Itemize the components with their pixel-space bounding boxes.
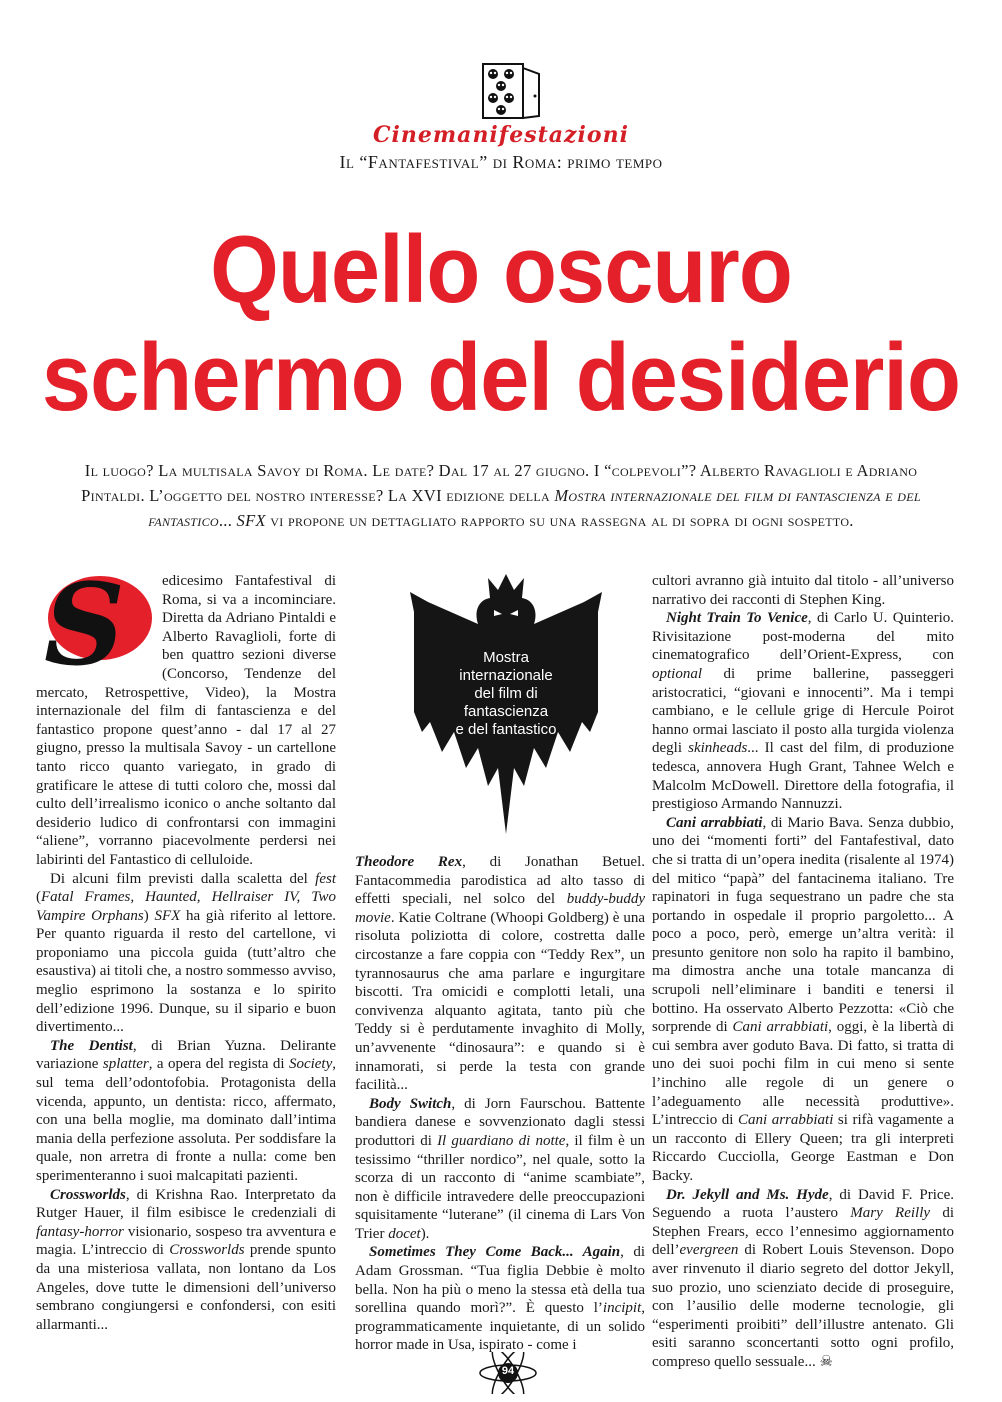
film-title: Night Train To Venice bbox=[666, 610, 808, 627]
text-run: ). bbox=[420, 1225, 430, 1242]
headline-line-1: Quello oscuro bbox=[210, 216, 792, 323]
text-run: , di Brian Yuzna. Delirante variazione bbox=[36, 1037, 336, 1073]
lead-italic: Mostra internazionale del film di fantascienza e del fantastico bbox=[148, 486, 921, 530]
lead-italic: SFX bbox=[236, 511, 266, 530]
text-run: , di Jorn Faurschou. Battente bandiera danese e sovvenzionato dagli stessi produttori di bbox=[355, 1095, 645, 1149]
text-run: , sul tema dell’odontofobia. Protagonista della vicenda, appunto, un dentista: ricco, affermato, con una bella moglie, ma dominato dall’intima mania della perfezione assoluta. Per soddisfare la quale, non arretra di fronte a nulla: come ben sperimenteranno i suoi malcapitati pazienti. bbox=[36, 1056, 336, 1184]
text-run: , di Krishna Rao. Interpretato da Rutger Hauer, il film esibisce le credenziali di bbox=[36, 1186, 336, 1222]
italic-run: optional bbox=[652, 665, 703, 682]
text-run: . Katie Coltrane (Whoopi Goldberg) è una risoluta poliziotta di colore, costretta dalle circostanze a fare coppia con “Teddy Rex”, un tyrannosaurus che ama parlare e ingurgitare biscotti. Tra omicidi e complotti letali, una convivenza alquanto agitata, tanto più che Teddy si è perdutamente invaghito di Molly, un’avvenente “dinosaura”: e quando si è innamorati, si perde la testa con grande facilità... bbox=[355, 909, 645, 1094]
text-run: si rifà vagamente a un racconto di Ellery Queen; tra gli interpreti Riccardo Cucciolla, George Eastman e Don Backy. bbox=[652, 1112, 954, 1184]
paragraph-text: edicesimo Fantafestival di Roma, si va a incominciare. Diretta da Adriano Pintaldi e Alberto Ravaglioli, forte di ben quattro sezioni diverse (Concorso, Tendenze del mercato, Retrospettive, Video), la Mostra internazionale del film di fantascienza e del fantastico propone quest’anno - dal 17 al 27 giugno, presso la multisala Savoy - un cartellone tanto ricco quanto variegato, in grado di gratificare le attese di tutti coloro che, mossi dal culto dell’irrealismo iconico o anche soltanto dal desiderio ludico di confrontarsi con immagini “aliene”, vorranno piacevolmente perdersi nei labirinti del Fantastico di celluloide. bbox=[36, 573, 336, 868]
lead-text: Il luogo? La multisala Savoy di Roma. Le date? Dal 17 al 27 giugno. I “colpevoli”? Alberto Ravaglioli e Adriano Pintaldi. L’oggetto del nostro interesse? La XVI edizione della bbox=[81, 461, 918, 505]
paragraph: cultori avranno già intuito dal titolo - all’universo narrativo dei racconti di Stephen King. bbox=[652, 573, 954, 608]
paragraph bbox=[355, 1095, 645, 1244]
text-run: , programmaticamente inquietante, di un solido horror made in Usa, ispirato - come i bbox=[355, 1300, 645, 1354]
text-run: , di David F. Price. Seguendo a ruota l’austero bbox=[652, 1186, 954, 1222]
poster-line-2: internazionale bbox=[459, 667, 553, 684]
italic-run: evergreen bbox=[679, 1242, 739, 1259]
italic-run: Mary Reilly bbox=[850, 1205, 931, 1222]
italic-run: splatter bbox=[102, 1056, 149, 1073]
drop-cap bbox=[34, 572, 154, 672]
film-title: Crossworlds bbox=[50, 1186, 126, 1203]
headline bbox=[40, 216, 962, 432]
italic-run: incipit bbox=[602, 1300, 642, 1317]
poster-line-5: e del fantastico bbox=[455, 721, 557, 738]
text-run: , di Jonathan Betuel. Fantacommedia parodistica ad alto tasso di effetti speciali, nel solco del bbox=[355, 854, 645, 908]
poster-line-1: Mostra bbox=[483, 649, 529, 666]
text-run: , oggi, è la libertà di cui sembra aver goduto Bava. Di fatto, si tratta di uno dei suoi pochi film in cui meno si sente l’inchino alle regole di un genere o l’adeguamento alle necessità produttive». L’intreccio di bbox=[652, 1019, 954, 1129]
text-run: , di Adam Grossman. “Tua figlia Debbie è molto bella. Non ha più o meno la stessa età della tua sorellina quando morì?”. È questo l’ bbox=[355, 1244, 646, 1317]
lead-text: ... bbox=[218, 511, 237, 530]
article-column-1 bbox=[36, 572, 336, 1334]
italic-run: Society bbox=[288, 1056, 333, 1073]
italic-run: buddy-buddy movie bbox=[355, 891, 645, 926]
paragraph bbox=[36, 870, 336, 1037]
film-title: Theodore Rex bbox=[355, 854, 463, 870]
kicker: Il “Fantafestival” di Roma: primo tempo bbox=[339, 152, 663, 172]
section-logo-icon bbox=[475, 62, 545, 120]
page-number: 94 bbox=[501, 1365, 515, 1377]
paragraph bbox=[652, 609, 954, 814]
text-run: ) bbox=[143, 907, 155, 924]
section-title: Cinemanifestazioni bbox=[373, 122, 629, 148]
text-run: di prime ballerine, passeggeri aristocratici, “giovani e innocenti”. Ma i tempi cambiano, e le cellule grige di Hercule Poirot hanno ormai lasciato il posto alla turgida violenza degli bbox=[652, 665, 954, 757]
film-title: Cani arrabbiati bbox=[666, 814, 763, 831]
paragraph bbox=[652, 814, 954, 1186]
article-column-2 bbox=[355, 853, 645, 1355]
paragraph bbox=[36, 1186, 336, 1335]
lead-paragraph bbox=[60, 458, 942, 533]
poster-line-3: del film di bbox=[474, 685, 538, 702]
paragraph bbox=[36, 1037, 336, 1186]
text-run: visionario, sospeso tra avventura e magia. L’intreccio di bbox=[36, 1223, 336, 1259]
film-title: Body Switch bbox=[369, 1095, 452, 1112]
festival-poster bbox=[408, 572, 604, 840]
italic-run: fest bbox=[315, 870, 336, 887]
text-run: ... Il cast del film, di produzione tedesca, annovera Hugh Grant, Tahnee Welch e Malcolm McDowell. Direttore della fotografia, il prestigioso Armando Nannuzzi. bbox=[652, 740, 954, 813]
text-run: ( bbox=[36, 889, 41, 906]
article-column-3 bbox=[652, 572, 954, 1372]
italic-run: Fatal Frames, Haunted, Hellraiser IV, Two Vampire Orphans bbox=[36, 889, 336, 924]
paragraph bbox=[652, 1186, 954, 1372]
poster-line-4: fantascienza bbox=[463, 703, 549, 720]
text-run: , di Carlo U. Quinterio. Rivisitazione post-moderna del mito cinematografico dell’Orient-Express, con bbox=[652, 610, 954, 664]
italic-run: Cani arrabbiati bbox=[738, 1112, 834, 1129]
end-mark-icon: ☠ bbox=[815, 1353, 833, 1370]
lead-text: vi propone un dettagliato rapporto su una rassegna al di sopra di ogni sospetto. bbox=[265, 511, 854, 530]
text-run: ha già riferito al lettore. Per quanto riguarda il resto del cartellone, vi proponiamo una piccola guida (tutt’altro che esaustiva) ai titoli che, a nostro sommesso avviso, meglio esprimono la sostanza e lo spirito dell’edizione 1996. Dunque, su il sipario e buon divertimento... bbox=[36, 907, 336, 1036]
italic-run: SFX bbox=[154, 907, 181, 924]
film-title: The Dentist bbox=[50, 1037, 133, 1054]
italic-run: Crossworlds bbox=[169, 1242, 245, 1259]
text-run: , il film è un tesissimo “thriller nordico”, nel quale, sotto la scorza di un racconto di “anime scambiate”, non è difficile intravedere delle preoccupazioni squisitamente “luterane” (il cinema di Lars Von Trier bbox=[355, 1132, 645, 1242]
text-run: , a opera del regista di bbox=[148, 1056, 289, 1073]
italic-run: fantasy-horror bbox=[36, 1223, 124, 1240]
paragraph bbox=[355, 1243, 645, 1355]
text-run: di Robert Louis Stevenson. Dopo aver rinvenuto il diario segreto del dottor Jekyll, suo prozio, uno scienziato decide di proseguire, con l’ausilio delle moderne tecnologie, gli “esperimenti proibiti” dell’illustre antenato. Gli esiti saranno sconcertanti sotto ogni profilo, compreso quello sessuale... bbox=[652, 1242, 954, 1370]
italic-run: Cani arrabbiati bbox=[732, 1019, 829, 1036]
film-title: Dr. Jekyll and Ms. Hyde bbox=[666, 1186, 829, 1203]
text-run: di Stephen Frears, ecco l’ennesimo aggiornamento dell’ bbox=[652, 1205, 954, 1259]
headline-line-2: schermo del desiderio bbox=[41, 324, 961, 431]
italic-run: Il guardiano di notte bbox=[437, 1132, 566, 1149]
text-run: prende spunto da una misteriosa vallata, non lontano da Los Angeles, dove tutte le dimensioni dell’universo sembrano congiungersi e confondersi, con esiti allarmanti... bbox=[36, 1242, 336, 1333]
italic-run: docet bbox=[388, 1225, 421, 1242]
film-title: Sometimes They Come Back... Again bbox=[369, 1244, 621, 1261]
text-run: , di Mario Bava. Senza dubbio, uno dei “momenti forti” del Fantafestival, dato che si tratta di un’opera inedita (risalente al 1974) del mitico “papà” del fantacinema italiano. Tre rapinatori in fuga sequestrano un padre che sta portando in ospedale il proprio pargoletto... A poco a poco, però, emerge un’altra verità: il presunto genitore non solo ha rapito il bambino, ma dimostra anche una totale mancanza di scrupoli nell’eliminare i banditi e tenersi il bottino. Ha osservato Alberto Pezzotta: «Ciò che sorprende di bbox=[652, 814, 954, 1036]
paragraph bbox=[355, 853, 645, 1095]
drop-cap-letter: S bbox=[44, 572, 125, 672]
text-run: Di alcuni film previsti dalla scaletta del bbox=[50, 870, 316, 887]
italic-run: skinheads bbox=[688, 740, 748, 757]
page-number-badge bbox=[476, 1352, 540, 1394]
